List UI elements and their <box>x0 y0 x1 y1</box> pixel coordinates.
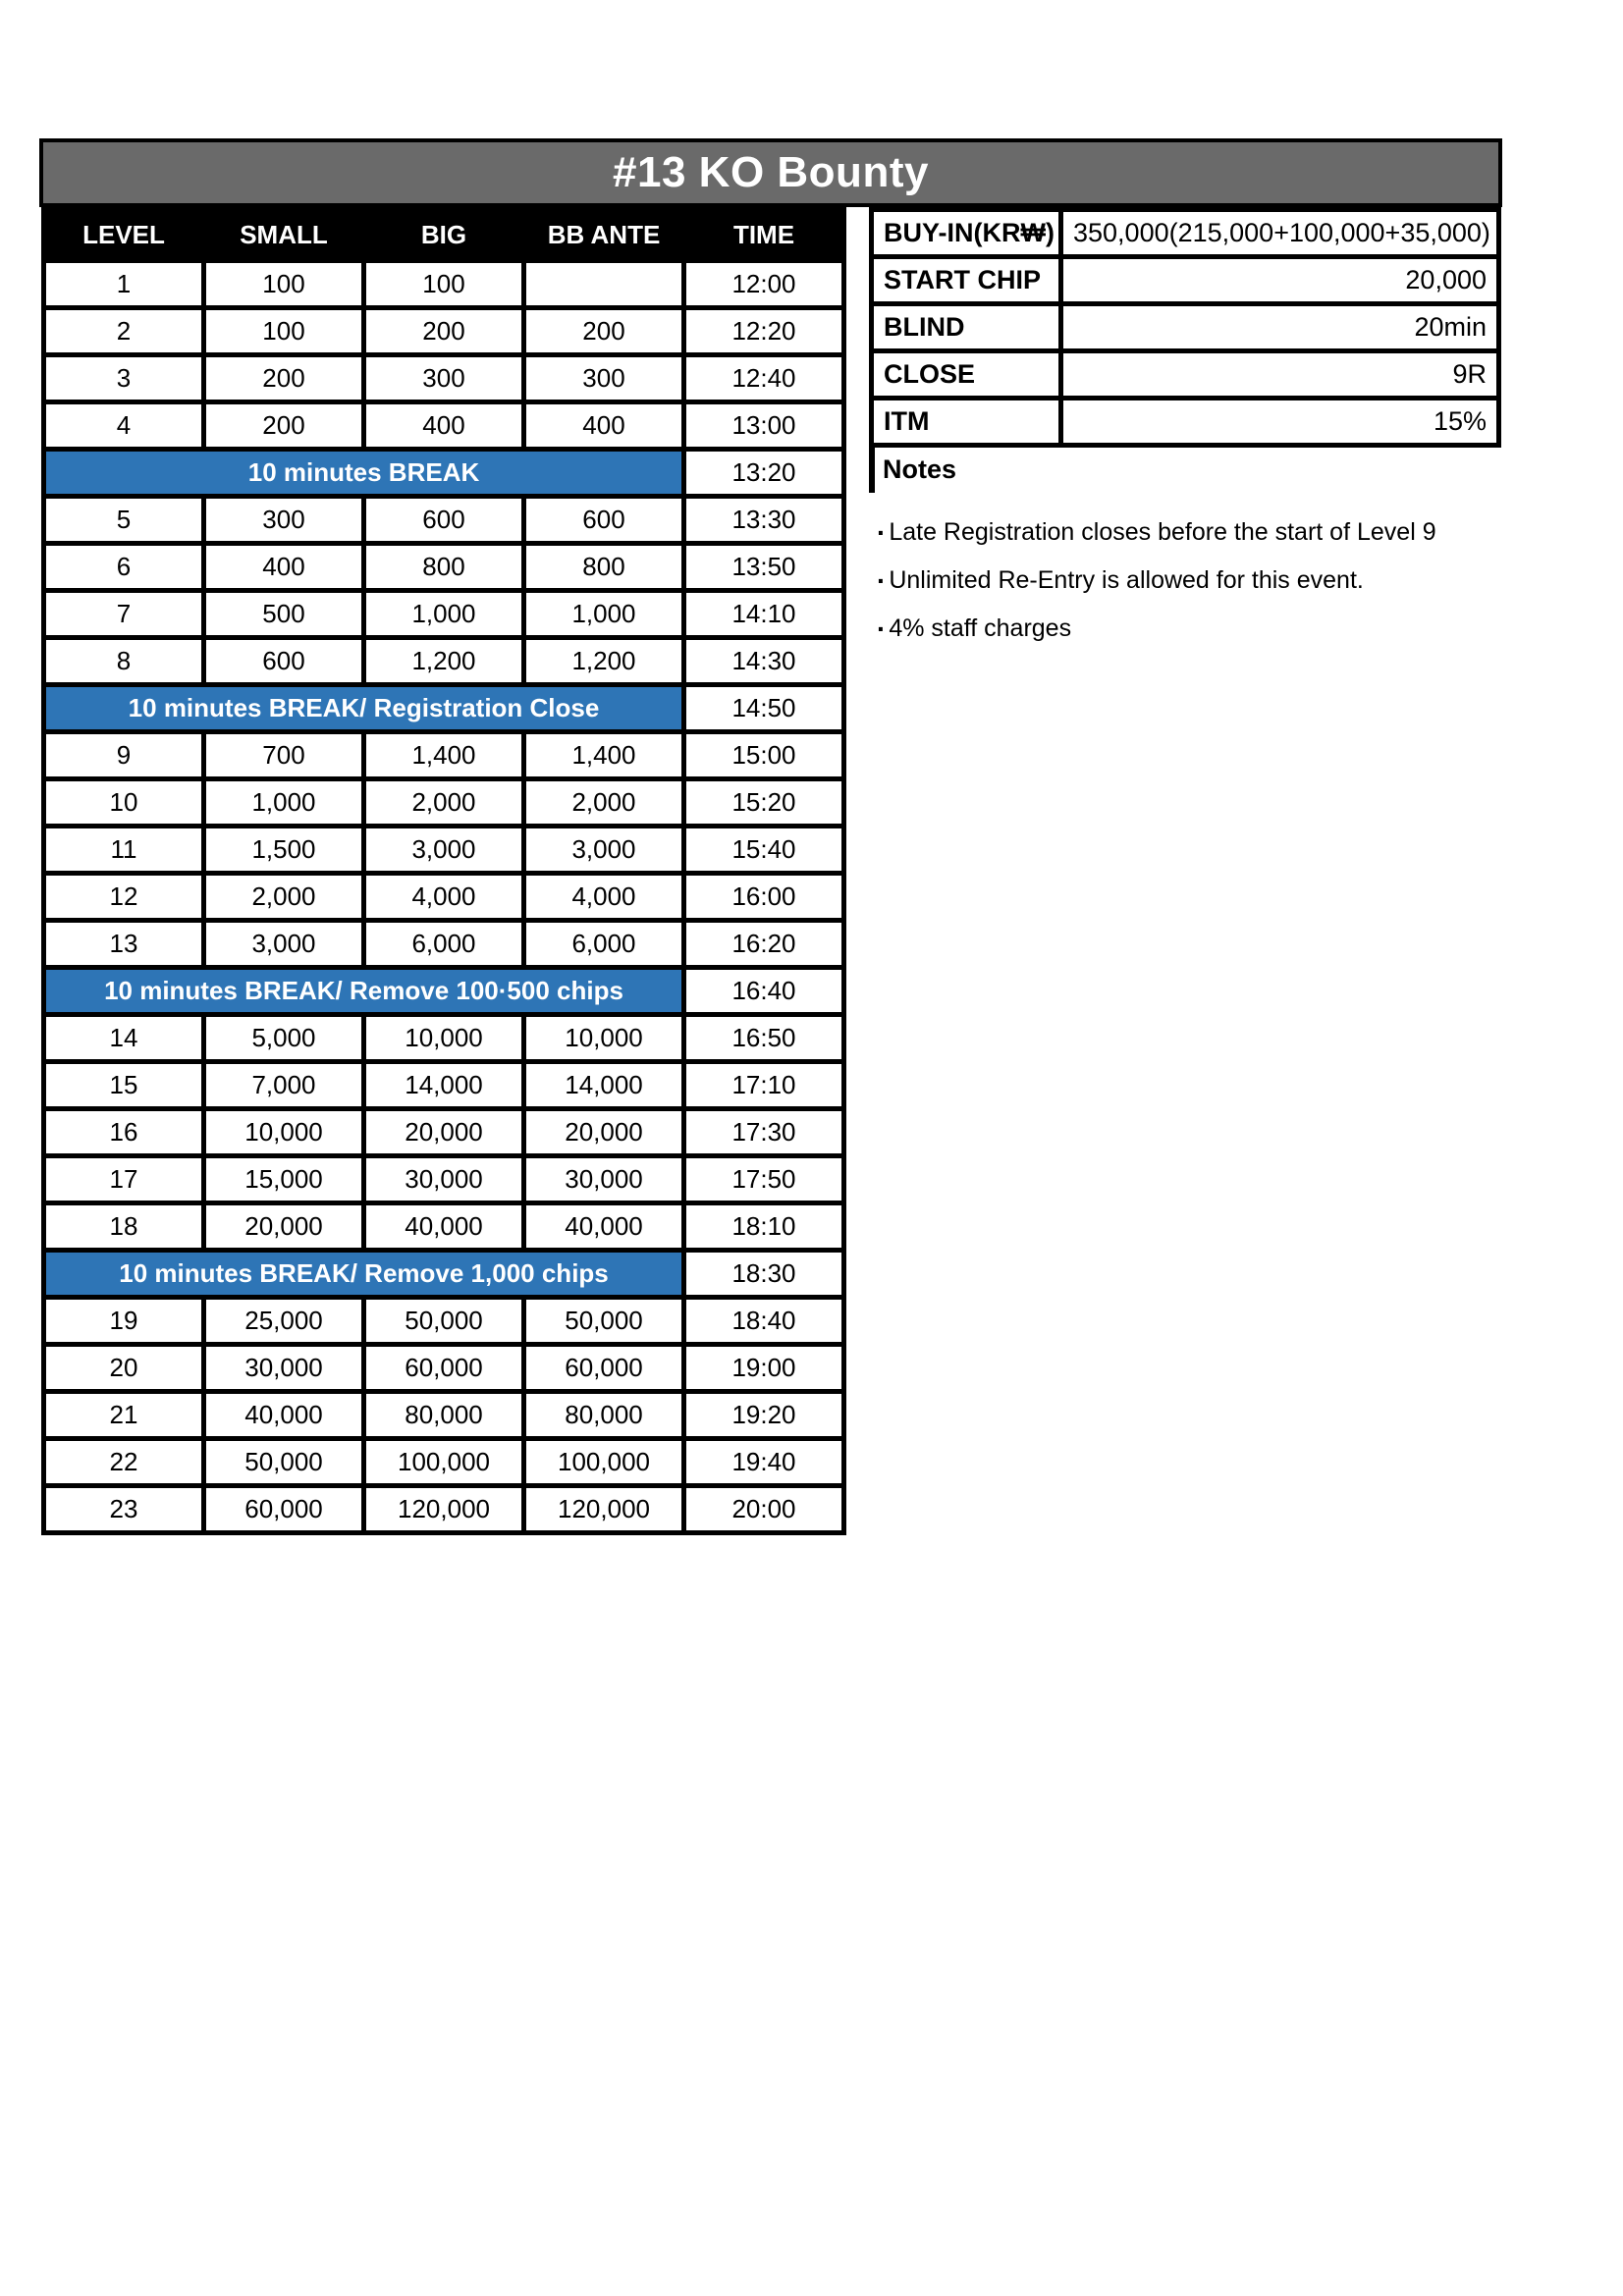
big-cell: 400 <box>364 402 524 450</box>
small-cell: 40,000 <box>204 1392 364 1439</box>
time-cell: 18:10 <box>684 1203 844 1251</box>
info-panel-body <box>872 210 1499 446</box>
time-cell: 14:10 <box>684 591 844 638</box>
info-label: BUY-IN(KR₩) <box>872 210 1061 257</box>
time-cell: 16:50 <box>684 1015 844 1062</box>
time-cell: 19:20 <box>684 1392 844 1439</box>
info-row <box>872 399 1499 446</box>
level-row <box>44 308 844 355</box>
level-row <box>44 591 844 638</box>
notes-title: Notes <box>883 454 957 484</box>
level-row <box>44 874 844 921</box>
level-row <box>44 1392 844 1439</box>
level-row <box>44 1298 844 1345</box>
info-row <box>872 304 1499 351</box>
level-row <box>44 1015 844 1062</box>
level-row <box>44 1062 844 1109</box>
level-cell: 16 <box>44 1109 204 1156</box>
small-cell: 15,000 <box>204 1156 364 1203</box>
level-cell: 4 <box>44 402 204 450</box>
bb-ante-cell: 80,000 <box>524 1392 684 1439</box>
info-row <box>872 351 1499 399</box>
small-cell: 1,000 <box>204 779 364 827</box>
big-cell: 2,000 <box>364 779 524 827</box>
level-cell: 13 <box>44 921 204 968</box>
big-cell: 1,000 <box>364 591 524 638</box>
time-cell: 18:40 <box>684 1298 844 1345</box>
bullet-icon: · <box>877 613 887 644</box>
time-cell: 15:40 <box>684 827 844 874</box>
bb-ante-cell: 60,000 <box>524 1345 684 1392</box>
big-cell: 40,000 <box>364 1203 524 1251</box>
time-cell: 15:20 <box>684 779 844 827</box>
small-cell: 5,000 <box>204 1015 364 1062</box>
bb-ante-cell: 14,000 <box>524 1062 684 1109</box>
note-item <box>877 605 1584 653</box>
bullet-icon: · <box>877 516 887 548</box>
note-item <box>877 557 1584 605</box>
level-cell: 2 <box>44 308 204 355</box>
page-title: #13 KO Bounty <box>613 148 929 196</box>
level-cell: 17 <box>44 1156 204 1203</box>
time-cell: 19:40 <box>684 1439 844 1486</box>
bb-ante-cell: 10,000 <box>524 1015 684 1062</box>
bb-ante-cell: 1,000 <box>524 591 684 638</box>
level-cell: 10 <box>44 779 204 827</box>
level-row <box>44 1345 844 1392</box>
level-row <box>44 779 844 827</box>
bullet-icon: · <box>877 564 887 596</box>
big-cell: 20,000 <box>364 1109 524 1156</box>
big-cell: 800 <box>364 544 524 591</box>
time-cell: 20:00 <box>684 1486 844 1533</box>
level-row <box>44 921 844 968</box>
note-text: 4% staff charges <box>889 614 1072 642</box>
level-row <box>44 402 844 450</box>
big-cell: 60,000 <box>364 1345 524 1392</box>
time-cell: 13:50 <box>684 544 844 591</box>
level-row <box>44 732 844 779</box>
title-bar <box>39 138 1502 207</box>
small-cell: 3,000 <box>204 921 364 968</box>
time-cell: 13:20 <box>684 450 844 497</box>
bb-ante-cell: 20,000 <box>524 1109 684 1156</box>
time-cell: 19:00 <box>684 1345 844 1392</box>
note-text: Unlimited Re-Entry is allowed for this event. <box>889 566 1364 594</box>
break-label: 10 minutes BREAK <box>44 450 684 497</box>
big-cell: 600 <box>364 497 524 544</box>
level-cell: 18 <box>44 1203 204 1251</box>
small-cell: 7,000 <box>204 1062 364 1109</box>
small-cell: 1,500 <box>204 827 364 874</box>
small-cell: 200 <box>204 402 364 450</box>
level-cell: 19 <box>44 1298 204 1345</box>
column-header: BB ANTE <box>524 210 684 261</box>
level-cell: 23 <box>44 1486 204 1533</box>
level-cell: 20 <box>44 1345 204 1392</box>
time-cell: 16:20 <box>684 921 844 968</box>
bb-ante-cell: 50,000 <box>524 1298 684 1345</box>
time-cell: 17:10 <box>684 1062 844 1109</box>
small-cell: 600 <box>204 638 364 685</box>
break-label: 10 minutes BREAK/ Remove 1,000 chips <box>44 1251 684 1298</box>
time-cell: 16:00 <box>684 874 844 921</box>
column-header: TIME <box>684 210 844 261</box>
info-row <box>872 210 1499 257</box>
big-cell: 50,000 <box>364 1298 524 1345</box>
big-cell: 200 <box>364 308 524 355</box>
schedule-header-row <box>44 210 844 261</box>
big-cell: 10,000 <box>364 1015 524 1062</box>
bb-ante-cell: 6,000 <box>524 921 684 968</box>
bb-ante-cell: 30,000 <box>524 1156 684 1203</box>
level-row <box>44 1203 844 1251</box>
small-cell: 30,000 <box>204 1345 364 1392</box>
bb-ante-cell: 200 <box>524 308 684 355</box>
level-cell: 7 <box>44 591 204 638</box>
break-row <box>44 685 844 732</box>
small-cell: 100 <box>204 261 364 308</box>
info-value: 20min <box>1061 304 1499 351</box>
small-cell: 25,000 <box>204 1298 364 1345</box>
column-header: SMALL <box>204 210 364 261</box>
bb-ante-cell: 4,000 <box>524 874 684 921</box>
bb-ante-cell: 100,000 <box>524 1439 684 1486</box>
info-label: START CHIP <box>872 257 1061 304</box>
schedule-body <box>44 261 844 1533</box>
bb-ante-cell: 300 <box>524 355 684 402</box>
small-cell: 500 <box>204 591 364 638</box>
bb-ante-cell: 2,000 <box>524 779 684 827</box>
level-cell: 21 <box>44 1392 204 1439</box>
big-cell: 30,000 <box>364 1156 524 1203</box>
bb-ante-cell: 600 <box>524 497 684 544</box>
time-cell: 13:30 <box>684 497 844 544</box>
level-cell: 11 <box>44 827 204 874</box>
big-cell: 3,000 <box>364 827 524 874</box>
info-value: 20,000 <box>1061 257 1499 304</box>
level-row <box>44 355 844 402</box>
level-cell: 15 <box>44 1062 204 1109</box>
level-cell: 8 <box>44 638 204 685</box>
level-row <box>44 1439 844 1486</box>
level-cell: 9 <box>44 732 204 779</box>
big-cell: 100,000 <box>364 1439 524 1486</box>
level-row <box>44 261 844 308</box>
info-label: ITM <box>872 399 1061 446</box>
time-cell: 12:00 <box>684 261 844 308</box>
time-cell: 14:50 <box>684 685 844 732</box>
level-cell: 14 <box>44 1015 204 1062</box>
level-cell: 3 <box>44 355 204 402</box>
time-cell: 16:40 <box>684 968 844 1015</box>
bb-ante-cell: 1,400 <box>524 732 684 779</box>
time-cell: 18:30 <box>684 1251 844 1298</box>
small-cell: 50,000 <box>204 1439 364 1486</box>
small-cell: 700 <box>204 732 364 779</box>
bb-ante-cell: 400 <box>524 402 684 450</box>
level-row <box>44 638 844 685</box>
time-cell: 12:20 <box>684 308 844 355</box>
bb-ante-cell: 800 <box>524 544 684 591</box>
big-cell: 14,000 <box>364 1062 524 1109</box>
column-header: BIG <box>364 210 524 261</box>
bb-ante-cell <box>524 261 684 308</box>
bb-ante-cell: 1,200 <box>524 638 684 685</box>
big-cell: 1,400 <box>364 732 524 779</box>
big-cell: 6,000 <box>364 921 524 968</box>
level-row <box>44 827 844 874</box>
tournament-info-panel <box>869 207 1501 448</box>
big-cell: 100 <box>364 261 524 308</box>
big-cell: 4,000 <box>364 874 524 921</box>
column-header: LEVEL <box>44 210 204 261</box>
level-row <box>44 544 844 591</box>
info-value: 350,000(215,000+100,000+35,000) <box>1061 210 1499 257</box>
note-item <box>877 508 1584 557</box>
notes-header <box>869 446 1163 493</box>
break-label: 10 minutes BREAK/ Registration Close <box>44 685 684 732</box>
small-cell: 10,000 <box>204 1109 364 1156</box>
time-cell: 17:50 <box>684 1156 844 1203</box>
info-value: 15% <box>1061 399 1499 446</box>
break-row <box>44 1251 844 1298</box>
level-row <box>44 1486 844 1533</box>
big-cell: 300 <box>364 355 524 402</box>
time-cell: 14:30 <box>684 638 844 685</box>
bb-ante-cell: 3,000 <box>524 827 684 874</box>
small-cell: 2,000 <box>204 874 364 921</box>
info-label: BLIND <box>872 304 1061 351</box>
bb-ante-cell: 120,000 <box>524 1486 684 1533</box>
break-row <box>44 968 844 1015</box>
small-cell: 400 <box>204 544 364 591</box>
level-row <box>44 1156 844 1203</box>
level-cell: 12 <box>44 874 204 921</box>
level-cell: 1 <box>44 261 204 308</box>
time-cell: 17:30 <box>684 1109 844 1156</box>
blind-schedule-table <box>41 207 846 1535</box>
level-cell: 5 <box>44 497 204 544</box>
info-value: 9R <box>1061 351 1499 399</box>
time-cell: 13:00 <box>684 402 844 450</box>
time-cell: 12:40 <box>684 355 844 402</box>
bb-ante-cell: 40,000 <box>524 1203 684 1251</box>
info-row <box>872 257 1499 304</box>
level-cell: 6 <box>44 544 204 591</box>
level-row <box>44 1109 844 1156</box>
small-cell: 20,000 <box>204 1203 364 1251</box>
notes-list <box>877 508 1584 653</box>
level-cell: 22 <box>44 1439 204 1486</box>
small-cell: 300 <box>204 497 364 544</box>
level-row <box>44 497 844 544</box>
break-label: 10 minutes BREAK/ Remove 100·500 chips <box>44 968 684 1015</box>
big-cell: 80,000 <box>364 1392 524 1439</box>
big-cell: 1,200 <box>364 638 524 685</box>
break-row <box>44 450 844 497</box>
small-cell: 200 <box>204 355 364 402</box>
small-cell: 100 <box>204 308 364 355</box>
info-label: CLOSE <box>872 351 1061 399</box>
time-cell: 15:00 <box>684 732 844 779</box>
big-cell: 120,000 <box>364 1486 524 1533</box>
note-text: Late Registration closes before the start of Level 9 <box>889 518 1436 546</box>
small-cell: 60,000 <box>204 1486 364 1533</box>
